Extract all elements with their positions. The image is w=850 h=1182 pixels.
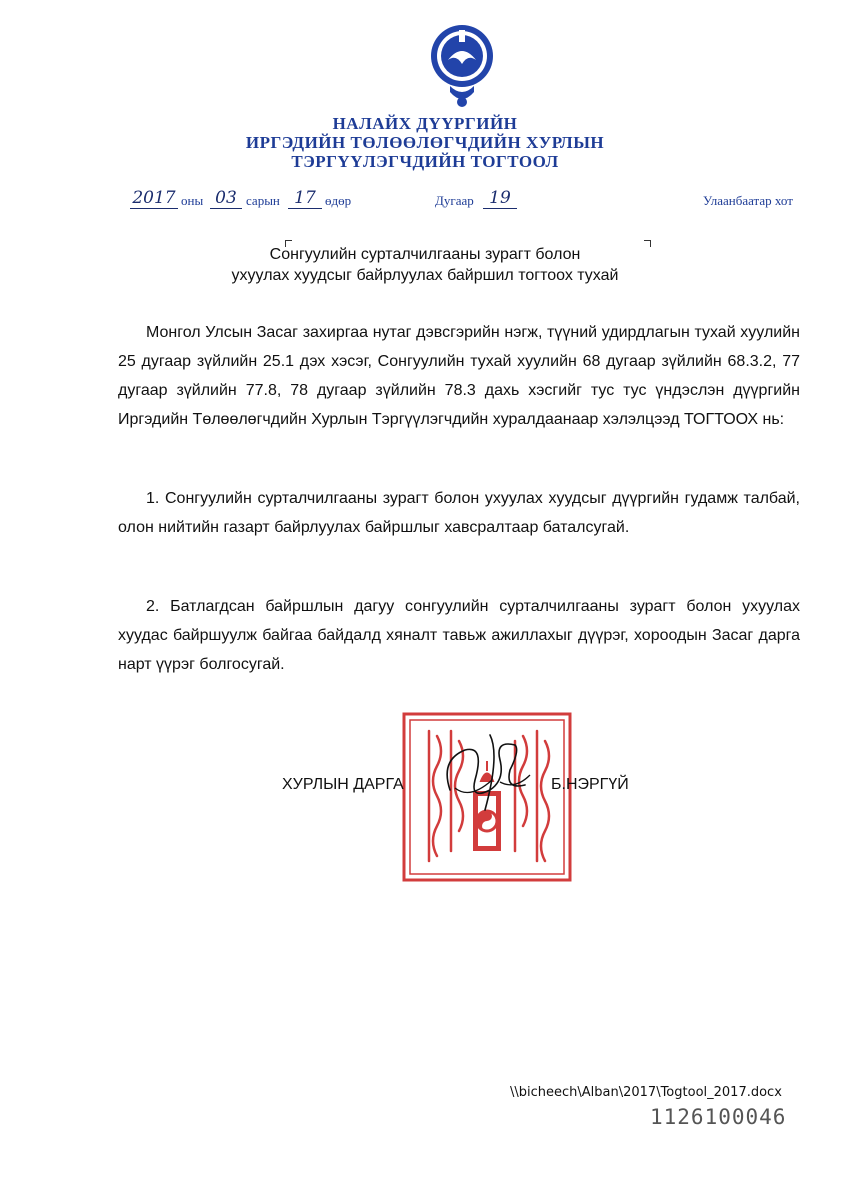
state-emblem-icon: [428, 20, 496, 112]
date-month: 03: [210, 188, 242, 209]
place: Улаанбаатар хот: [703, 193, 793, 208]
number-label: Дугаар: [435, 193, 474, 208]
year-label: оны: [181, 193, 204, 208]
signatory-name: Б.НЭРГҮЙ: [551, 776, 629, 793]
header-line-3: ТЭРГҮҮЛЭГЧДИЙН ТОГТООЛ: [291, 152, 559, 171]
subject-line-1: Сонгуулийн сурталчилгааны зурагт болон: [269, 246, 581, 263]
handwritten-signature: [430, 720, 540, 820]
registration-number: 1126100046: [650, 1105, 787, 1129]
preamble-paragraph: Монгол Улсын Засаг захиргаа нутаг дэвсгэрийн нэгж, түүний удирдлагын тухай хуулийн 25 дугаар зүйлийн 25.1 дэх хэсэг, Сонгуулийн тухай хуулийн 68 дугаар зүйлийн 68.3.2, 77 дугаар зүйлийн 77.8, 78 дугаар зүйлийн 78.3 дахь хэсгийг тус тус үндэслэн дүүргийн Иргэдийн Төлөөлөгчдийн Хурлын Тэргүүлэгчдийн хуралдаанаар хэлэлцээд ТОГТООХ нь:: [118, 324, 800, 428]
signatory-title: ХУРЛЫН ДАРГА: [282, 776, 404, 793]
document-meta-line: [0, 188, 850, 218]
header-line-1: НАЛАЙХ ДҮҮРГИЙН: [332, 114, 518, 133]
resolution-item-2: 2. Батлагдсан байршлын дагуу сонгуулийн сурталчилгааны зурагт болон ухуулах хуудас байршуулж байгаа байдалд хяналт тавьж ажиллахыг дүүрэг, хороодын Засаг дарга нарт үүрэг болгосугай.: [118, 598, 800, 673]
month-label: сарын: [246, 193, 280, 208]
date-day: 17: [288, 188, 322, 209]
document-number: 19: [483, 188, 517, 209]
file-path: \\bicheech\Alban\2017\Togtool_2017.docx: [510, 1085, 782, 1100]
subject-line-2: ухуулах хуудсыг байрлуулах байршил тогтоох тухай: [231, 267, 619, 284]
day-label: өдөр: [325, 193, 352, 208]
resolution-item-1: 1. Сонгуулийн сурталчилгааны зурагт болон ухуулах хуудсыг дүүргийн гудамж талбай, олон нийтийн газарт байрлуулах байршлыг хавсралтаар баталсугай.: [118, 490, 800, 536]
date-year: 2017: [130, 188, 178, 209]
header-line-2: ИРГЭДИЙН ТӨЛӨӨЛӨГЧДИЙН ХУРЛЫН: [245, 133, 605, 152]
